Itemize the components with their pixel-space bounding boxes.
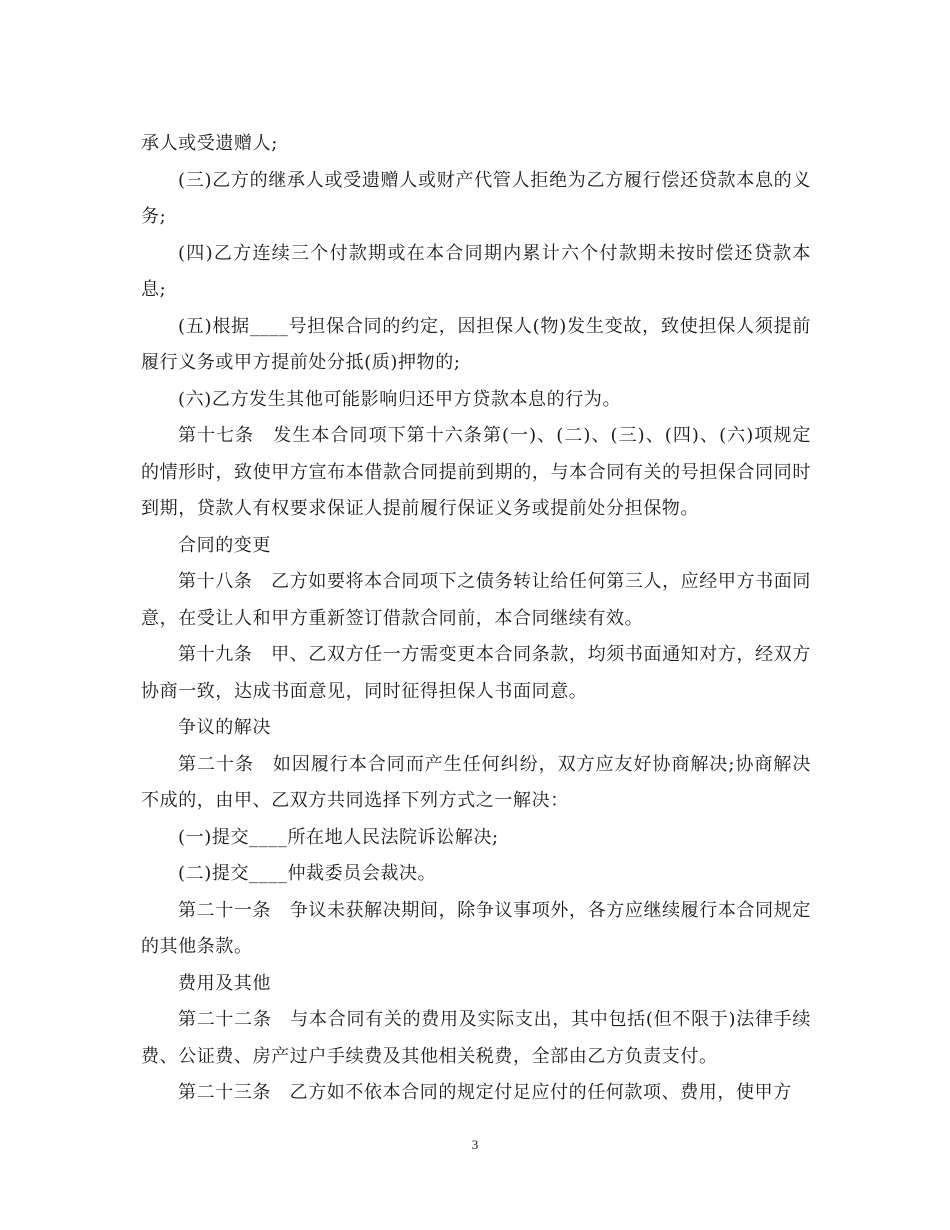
- dispute-option-1: (一)提交____所在地人民法院诉讼解决;: [178, 826, 499, 848]
- section-heading-dispute-resolution: 争议的解决: [178, 717, 271, 738]
- article-22: 第二十二条 与本合同有关的费用及实际支出，其中包括(但不限于)法律手续费、公证费、房产过户手续费及其他相关税费，全部由乙方负责支付。: [141, 1009, 811, 1067]
- section-heading-contract-change: 合同的变更: [178, 534, 271, 556]
- article-17: 第十七条 发生本合同项下第十六条第(一)、(二)、(三)、(四)、(六)项规定的情形时，致使甲方宣布本借款合同提前到期的，与本合同有关的号担保合同同时到期，贷款人有权要求保证人提前履行保证义务或提前处分担保物。: [141, 425, 811, 519]
- paragraph-continuation: 承人或受遗赠人;: [141, 133, 278, 154]
- article-19: 第十九条 甲、乙双方任一方需变更本合同条款，均须书面通知对方，经双方协商一致，达成书面意见，同时征得担保人书面同意。: [141, 644, 811, 702]
- page-number: 3: [471, 1137, 479, 1152]
- article-20: 第二十条 如因履行本合同而产生任何纠纷，双方应友好协商解决;协商解决不成的，由甲、乙双方共同选择下列方式之一解决：: [141, 753, 811, 811]
- document-body: [141, 126, 811, 1112]
- article-18: 第十八条 乙方如要将本合同项下之债务转让给任何第三人，应经甲方书面同意，在受让人和甲方重新签订借款合同前，本合同继续有效。: [141, 571, 811, 629]
- paragraph-item-4: (四)乙方连续三个付款期或在本合同期内累计六个付款期未按时偿还贷款本息;: [141, 242, 811, 300]
- article-21: 第二十一条 争议未获解决期间，除争议事项外，各方应继续履行本合同规定的其他条款。: [141, 899, 811, 957]
- paragraph-item-6: (六)乙方发生其他可能影响归还甲方贷款本息的行为。: [178, 388, 622, 410]
- paragraph-item-5: (五)根据____号担保合同的约定，因担保人(物)发生变故，致使担保人须提前履行义务或甲方提前处分抵(质)押物的;: [141, 315, 811, 373]
- dispute-option-2: (二)提交____仲裁委员会裁决。: [178, 863, 437, 884]
- paragraph-item-3: (三)乙方的继承人或受遗赠人或财产代管人拒绝为乙方履行偿还贷款本息的义务;: [141, 169, 811, 227]
- article-23: 第二十三条 乙方如不依本合同的规定付足应付的任何款项、费用，使甲方: [178, 1082, 792, 1103]
- section-heading-fees-and-others: 费用及其他: [178, 972, 271, 994]
